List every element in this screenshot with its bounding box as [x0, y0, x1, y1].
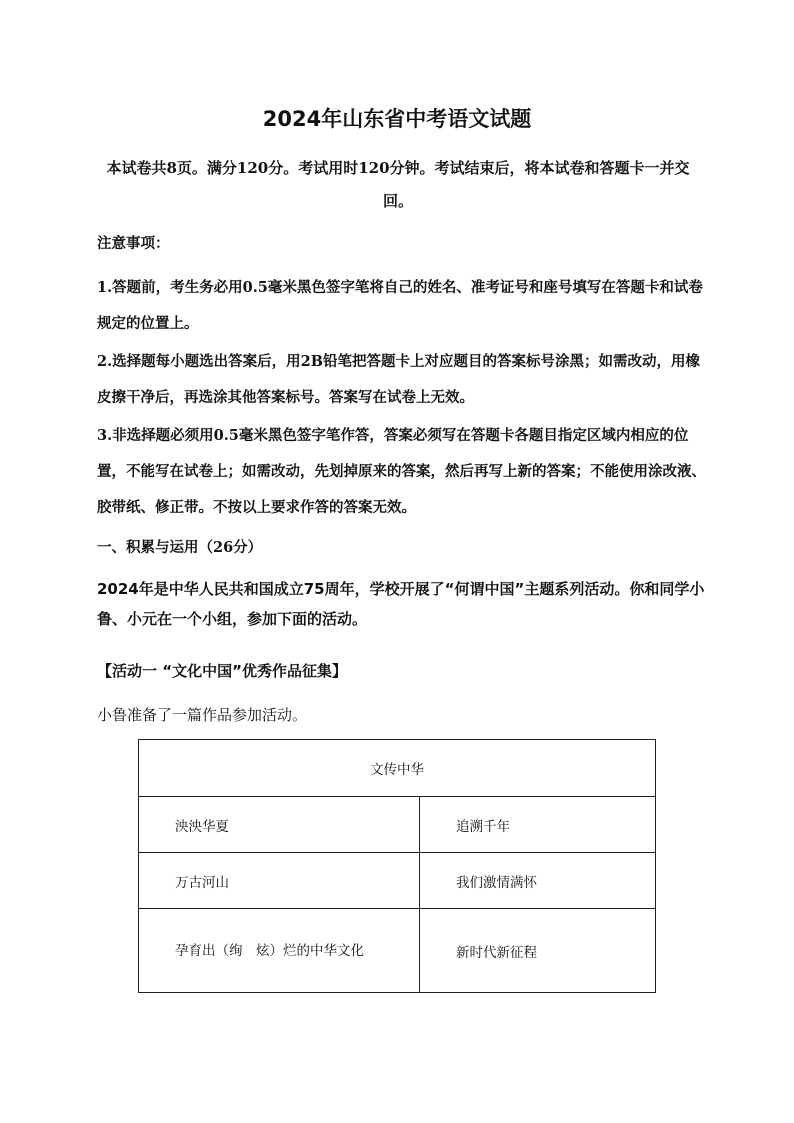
poem-cell: 泱泱华夏: [139, 797, 420, 853]
intro-paragraph: 2024年是中华人民共和国成立75周年，学校开展了“何谓中国”主题系列活动。你和同学小鲁、小元在一个小组，参加下面的活动。: [97, 580, 705, 628]
exam-intro: 本试卷共8页。满分120分。考试用时120分钟。考试结束后，将本试卷和答题卡一并交回。: [106, 159, 690, 210]
poem-cell: 万古河山: [139, 853, 420, 909]
section-heading: 一、积累与运用（26分）: [97, 539, 263, 556]
notice-item-2: 2.选择题每小题选出答案后，用2B铅笔把答题卡上对应题目的答案标号涂黑；如需改动，用橡皮擦干净后，再选涂其他答案标号。答案写在试卷上无效。: [97, 353, 700, 406]
poem-table: [138, 739, 656, 993]
notice-item-1: 1.答题前，考生务必用0.5毫米黑色签字笔将自己的姓名、准考证号和座号填写在答题卡和试卷规定的位置上。: [97, 279, 703, 332]
poem-header: 文传中华: [139, 740, 656, 797]
page-title: 2024年山东省中考语文试题: [262, 107, 532, 131]
notice-item-3: 3.非选择题必须用0.5毫米黑色签字笔作答，答案必须写在答题卡各题目指定区域内相应的位置，不能写在试卷上；如需改动，先划掉原来的答案，然后再写上新的答案；不能使用涂改液、胶带纸、修正带。不按以上要求作答的答案无效。: [97, 427, 706, 516]
poem-cell: 新时代新征程: [420, 909, 656, 993]
table-row: [139, 909, 656, 993]
poem-cell: 孕育出（绚 炫）烂的中华文化: [139, 909, 420, 993]
poem-cell: 我们激情满怀: [420, 853, 656, 909]
notice-heading: 注意事项：: [97, 235, 170, 252]
activity-heading: 【活动一 “文化中国”优秀作品征集】: [97, 662, 347, 680]
plain-line: 小鲁准备了一篇作品参加活动。: [97, 706, 308, 724]
poem-cell: 追溯千年: [420, 797, 656, 853]
table-row: [139, 797, 656, 853]
table-row: [139, 853, 656, 909]
